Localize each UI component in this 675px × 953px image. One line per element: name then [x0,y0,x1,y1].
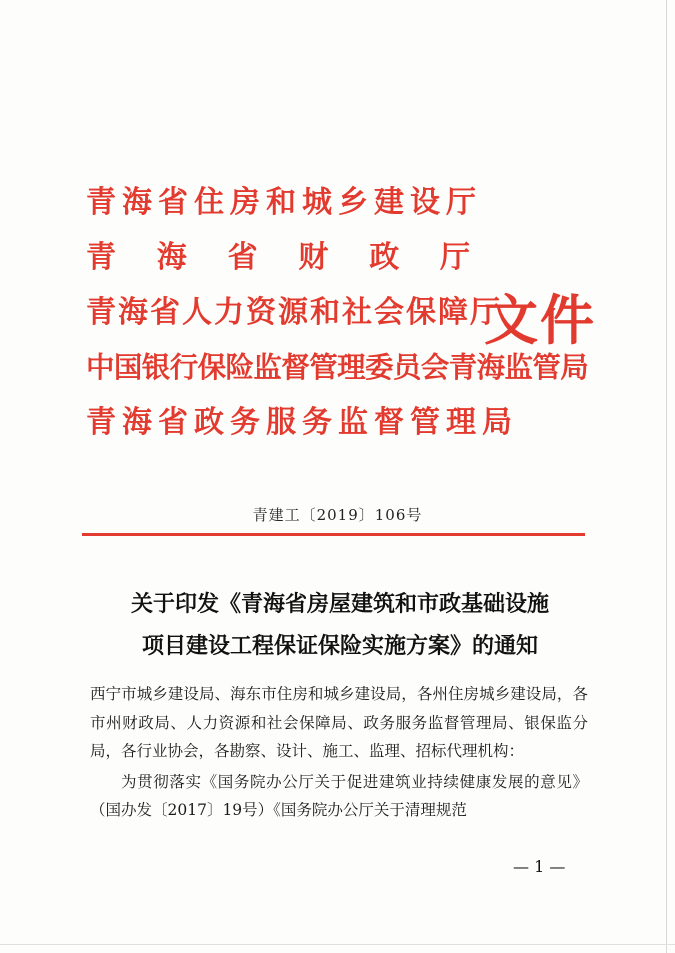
agency-name: 中国银行保险监督管理委员会青海监管局 [86,350,589,384]
document-mark: 文件 [484,288,596,352]
page-edge [0,944,675,945]
page-number: — 1 — [513,857,566,876]
document-title [90,583,590,667]
page-edge [666,0,667,953]
title-line: 关于印发《青海省房屋建筑和市政基础设施 [130,591,549,617]
agency-name: 青海省财政厅 [86,240,470,275]
body-paragraph: 为贯彻落实《国务院办公厅关于促进建筑业持续健康发展的意见》（国办发〔2017〕19号）《国务院办公厅关于清理规范 [90,772,588,819]
agency-name: 青海省人力资源和社会保障厅 [86,295,502,330]
agency-name: 青海省政务服务监督管理局 [86,405,518,440]
document-number: 青建工〔2019〕106号 [252,506,423,524]
addressees: 西宁市城乡建设局、海东市住房和城乡建设局，各州住房城乡建设局，各市州财政局、人力资源和社会保障局、政务服务监督管理局、银保监分局，各行业协会，各勘察、设计、施工、监理、招标代理机构： [90,685,588,760]
red-divider [82,533,585,536]
agency-name: 青海省住房和城乡建设厅 [86,185,482,220]
title-line: 项目建设工程保证保险实施方案》的通知 [141,633,538,659]
document-body [90,680,588,825]
